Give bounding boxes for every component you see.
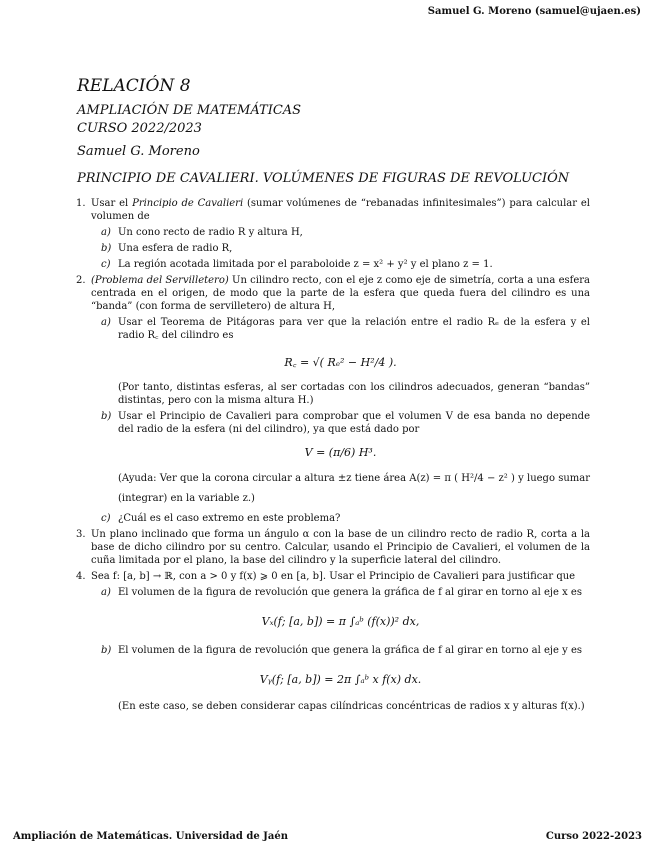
- footer-right: Curso 2022-2023: [545, 831, 642, 842]
- section-title: PRINCIPIO DE CAVALIERI. VOLÚMENES DE FIGURAS DE REVOLUCIÓN: [77, 171, 570, 186]
- problem-text: Sea f: [a, b] → ℝ, con a > 0 y f(x) ⩾ 0 en [a, b]. Usar el Principio de Cavalieri para justificar que: [91, 571, 576, 582]
- problem-number: 1.: [76, 198, 86, 209]
- equation: R꜀ = √( Rₑ² − H²/4 ).: [284, 356, 397, 369]
- note: (En este caso, se deben considerar capas cilíndricas concéntricas de radios x y alturas f(x).): [118, 701, 585, 712]
- subitem: b) El volumen de la figura de revolución que genera la gráfica de f al girar en torno al eje y es: [101, 645, 582, 656]
- subitem: c) La región acotada limitada por el paraboloide z = x² + y² y el plano z = 1.: [101, 259, 493, 270]
- problem-list: [76, 197, 590, 716]
- subitem: c) ¿Cuál es el caso extremo en este problema?: [101, 513, 341, 524]
- subitem: a) El volumen de la figura de revolución que genera la gráfica de f al girar en torno al eje x es: [101, 587, 582, 598]
- problem-emphasis: Principio de Cavalieri: [132, 198, 244, 209]
- header-author: Samuel G. Moreno (samuel@ujaen.es): [427, 6, 641, 17]
- problem-2: [76, 274, 590, 525]
- subitem: a) Un cono recto de radio R y altura H,: [101, 227, 303, 238]
- problem-text: (sumar volúmenes de “rebanadas infinitesimales”) para calcular el volumen de: [91, 198, 591, 222]
- curso-title: CURSO 2022/2023: [77, 121, 202, 136]
- subitem: a) Usar el Teorema de Pitágoras para ver que la relación entre el radio Rₑ de la esfera y el radio R꜀ del cilindro es: [101, 317, 590, 341]
- equation: V = (π/6) H³.: [304, 446, 377, 459]
- problem-number: 2.: [76, 275, 86, 286]
- problem-3: [76, 528, 590, 567]
- problem-1: [76, 197, 590, 271]
- author-name: Samuel G. Moreno: [77, 144, 200, 159]
- equation: Vᵧ(f; [a, b]) = 2π ∫ₐᵇ x f(x) dx.: [259, 673, 422, 686]
- footer-left: Ampliación de Matemáticas. Universidad de Jaén: [13, 831, 289, 842]
- problem-text: Usar el: [91, 198, 133, 209]
- note: (Ayuda: Ver que la corona circular a altura ±z tiene área A(z) = π ( H²/4 − z² ) y luego sumar (integrar) en la variable z.): [118, 473, 590, 504]
- problem-text: Un cilindro recto, con el eje z como eje de simetría, corta a una esfera centrada en el origen, de modo que la parte de la esfera que queda fuera del cilindro es una “banda” (con forma de servilletero) de altura H,: [91, 275, 590, 312]
- equation: Vₓ(f; [a, b]) = π ∫ₐᵇ (f(x))² dx,: [261, 615, 420, 628]
- problem-number: 4.: [76, 571, 86, 582]
- title-block: [77, 76, 301, 159]
- problem-4: [76, 570, 590, 713]
- problem-number: 3.: [76, 529, 86, 540]
- problem-emphasis: (Problema del Servilletero): [91, 275, 229, 286]
- subitem: b) Usar el Principio de Cavalieri para comprobar que el volumen V de esa banda no depende del radio de la esfera (ni del cilindro), ya que está dado por: [101, 411, 590, 435]
- asignatura-title: AMPLIACIÓN DE MATEMÁTICAS: [77, 103, 302, 118]
- note: (Por tanto, distintas esferas, al ser cortadas con los cilindros adecuados, generan “bandas” distintas, pero con la misma altura H.): [118, 382, 590, 406]
- problem-text: Un plano inclinado que forma un ángulo α con la base de un cilindro recto de radio R, corta a la base de dicho cilindro por su centro. Calcular, usando el Principio de Cavalieri, el volumen de la cuña limitada por el plano, la base del cilindro y la superficie lateral del cilindro.: [91, 529, 590, 566]
- relacion-title: RELACIÓN 8: [77, 76, 191, 96]
- subitem: b) Una esfera de radio R,: [101, 243, 233, 254]
